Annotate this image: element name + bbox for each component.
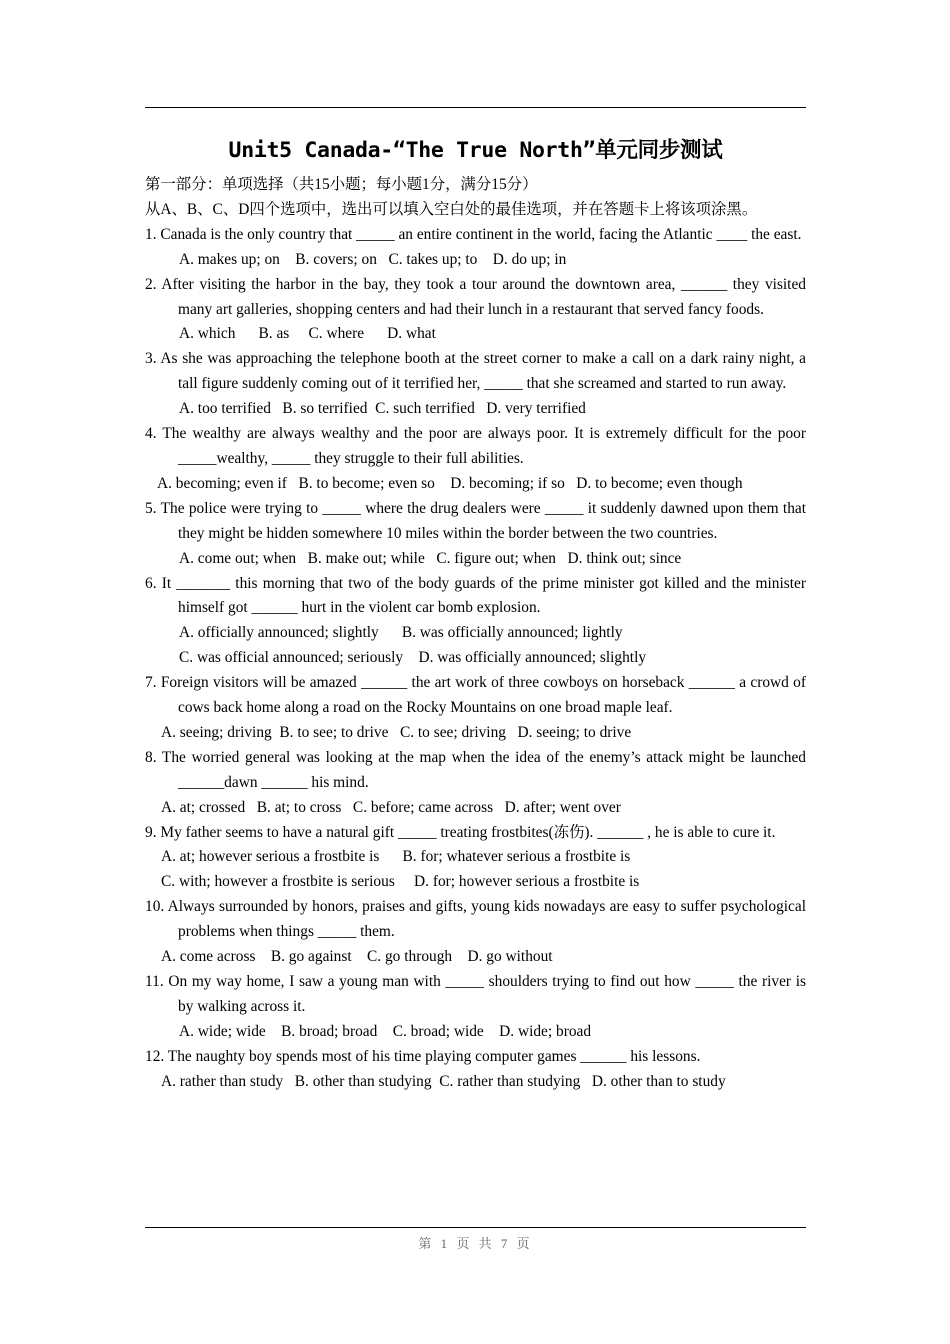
- page-footer: 第 1 页 共 7 页: [418, 1236, 533, 1251]
- question-8: 8. The worried general was looking at the map when the idea of the enemy’s attack might be launched ______dawn ______ his mind.: [145, 748, 806, 791]
- question-2: 2. After visiting the harbor in the bay, they took a tour around the downtown area, ______ they visited many art galleries, shopping centers and had their lunch in a restaurant that served fancy foods.: [145, 275, 806, 318]
- question-9-options-c-d: C. with; however a frostbite is serious D. for; however serious a frostbite is: [161, 873, 640, 891]
- question-12-options: A. rather than study B. other than studying C. rather than studying D. other than to study: [161, 1072, 726, 1090]
- question-12: 12. The naughty boy spends most of his time playing computer games ______ his lessons.: [145, 1047, 701, 1065]
- section-heading: 第一部分：单项选择（共15小题；每小题1分，满分15分）: [145, 176, 538, 193]
- question-6-options-a-b: A. officially announced; slightly B. was officially announced; lightly: [179, 624, 623, 642]
- question-11: 11. On my way home, I saw a young man with _____ shoulders trying to find out how _____ the river is by walking across it.: [145, 973, 806, 1015]
- question-7: 7. Foreign visitors will be amazed ______ the art work of three cowboys on horseback ______ a crowd of cows back home along a road on the Rocky Mountains on one broad maple leaf.: [145, 674, 806, 717]
- section-instruction: 从A、B、C、D四个选项中，选出可以填入空白处的最佳选项，并在答题卡上将该项涂黑。: [145, 200, 758, 218]
- question-3-options: A. too terrified B. so terrified C. such terrified D. very terrified: [179, 400, 586, 418]
- document-body: [145, 173, 806, 1095]
- question-1: 1. Canada is the only country that _____ an entire continent in the world, facing the Atlantic ____ the east.: [145, 225, 802, 243]
- question-8-options: A. at; crossed B. at; to cross C. before; came across D. after; went over: [161, 798, 621, 816]
- question-5: 5. The police were trying to _____ where the drug dealers were _____ it suddenly dawned upon them that they might be hidden somewhere 10 miles within the border between the two countries.: [145, 499, 806, 542]
- question-11-options: A. wide; wide B. broad; broad C. broad; wide D. wide; broad: [179, 1022, 592, 1040]
- question-2-options: A. which B. as C. where D. what: [179, 325, 436, 343]
- question-6: 6. It _______ this morning that two of the body guards of the prime minister got killed and the minister himself got ______ hurt in the violent car bomb explosion.: [145, 574, 806, 617]
- question-9-options-a-b: A. at; however serious a frostbite is B. for; whatever serious a frostbite is: [161, 848, 631, 866]
- question-7-options: A. seeing; driving B. to see; to drive C. to see; driving D. seeing; to drive: [161, 723, 632, 741]
- footer-rule: [145, 1227, 806, 1228]
- question-3: 3. As she was approaching the telephone booth at the street corner to make a call on a dark rainy night, a tall figure suddenly coming out of it terrified her, _____ that she screamed and started to run away.: [145, 350, 806, 393]
- question-4: 4. The wealthy are always wealthy and the poor are always poor. It is extremely difficult for the poor _____wealthy, _____ they struggle to their full abilities.: [145, 425, 806, 467]
- question-6-options-c-d: C. was official announced; seriously D. was officially announced; slightly: [179, 649, 647, 667]
- question-10: 10. Always surrounded by honors, praises and gifts, young kids nowadays are easy to suffer psychological problems when things _____ them.: [145, 898, 806, 941]
- question-1-options: A. makes up; on B. covers; on C. takes up; to D. do up; in: [179, 250, 567, 268]
- question-9: 9. My father seems to have a natural gift _____ treating frostbites(冻伤). ______ , he is able to cure it.: [145, 823, 776, 841]
- question-10-options: A. come across B. go against C. go through D. go without: [161, 948, 553, 966]
- question-4-options: A. becoming; even if B. to become; even so D. becoming; if so D. to become; even though: [157, 474, 743, 492]
- header-rule: [145, 107, 806, 108]
- question-5-options: A. come out; when B. make out; while C. figure out; when D. think out; since: [179, 549, 682, 567]
- page-title: Unit5 Canada-“The True North”单元同步测试: [228, 138, 723, 163]
